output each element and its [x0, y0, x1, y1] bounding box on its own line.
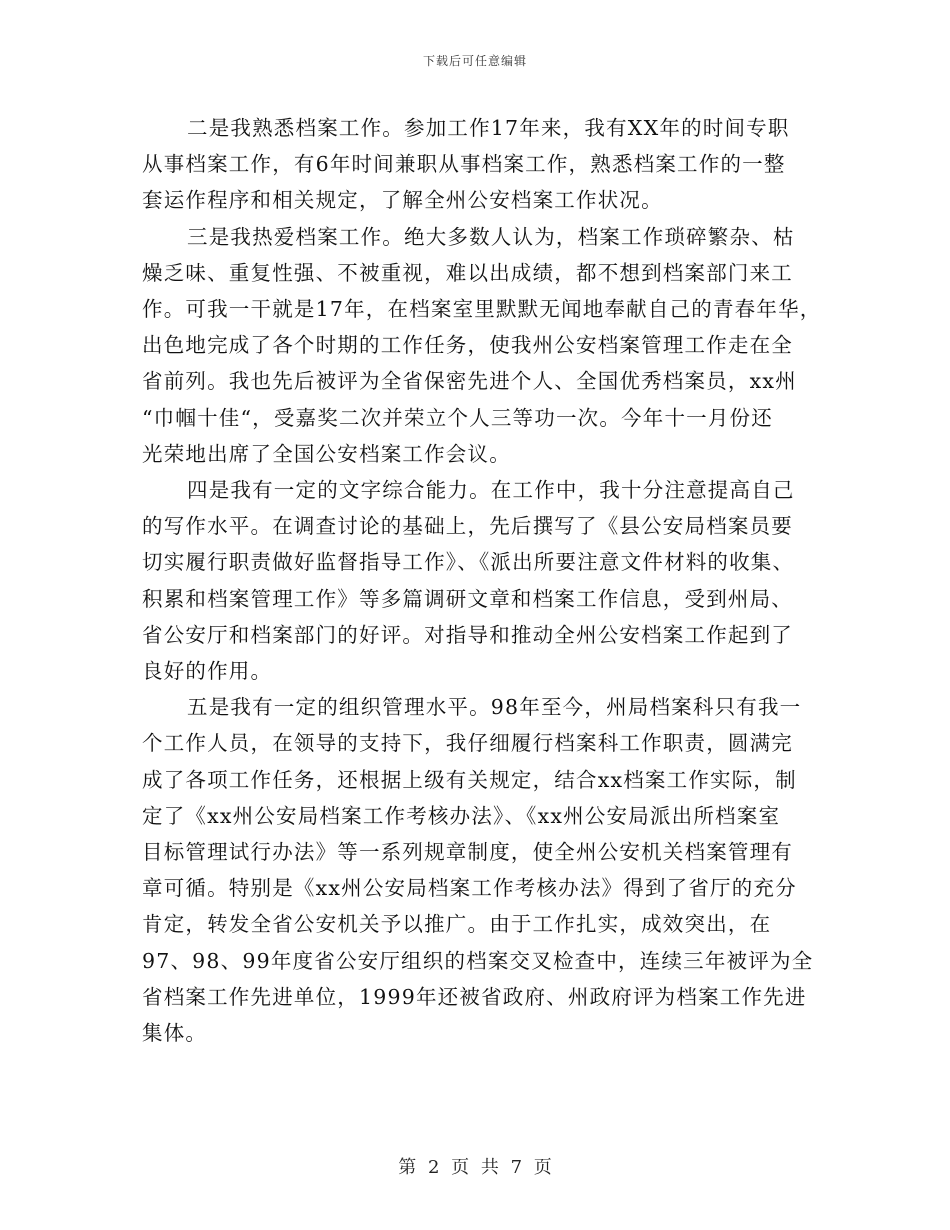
paragraph-line: 切实履行职责做好监督指导工作》、《派出所要注意文件材料的收集、 — [142, 550, 795, 575]
paragraph-familiar-with-archives — [142, 110, 822, 219]
page-number-footer: 第 2 页 共 7 页 — [398, 1157, 552, 1178]
paragraph-line: 三是我热爱档案工作。绝大多数人认为，档案工作琐碎繁杂、枯 — [187, 224, 795, 249]
paragraph-line: 光荣地出席了全国公安档案工作会议。 — [142, 441, 511, 466]
paragraph-writing-ability — [142, 472, 822, 689]
paragraph-line: 良好的作用。 — [142, 659, 273, 684]
paragraph-line: 成了各项工作任务，还根据上级有关规定，结合xx档案工作实际，制 — [142, 767, 797, 792]
paragraph-line: 积累和档案管理工作》等多篇调研文章和档案工作信息，受到州局、 — [142, 586, 793, 611]
paragraph-line: 省公安厅和档案部门的好评。对指导和推动全州公安档案工作起到了 — [142, 622, 793, 647]
paragraph-line: 出色地完成了各个时期的工作任务，使我州公安档案管理工作走在全 — [142, 333, 793, 358]
paragraph-line: 作。可我一干就是17年，在档案室里默默无闻地奉献自己的青春年华， — [142, 297, 822, 322]
paragraph-line: 个工作人员，在领导的支持下，我仔细履行档案科工作职责，圆满完 — [142, 731, 793, 756]
paragraph-line: 套运作程序和相关规定，了解全州公安档案工作状况。 — [142, 188, 663, 213]
paragraph-line: 从事档案工作，有6年时间兼职从事档案工作，熟悉档案工作的一整 — [142, 152, 786, 177]
paragraph-line: “巾帼十佳“，受嘉奖二次并荣立个人三等功一次。今年十一月份还 — [142, 405, 773, 430]
paragraph-love-archives — [142, 219, 822, 472]
paragraph-line: 目标管理试行办法》等一系列规章制度，使全州公安机关档案管理有 — [142, 840, 793, 865]
paragraph-line: 肯定，转发全省公安机关予以推广。由于工作扎实，成效突出，在 — [142, 912, 772, 937]
paragraph-line: 五是我有一定的组织管理水平。98年至今，州局档案科只有我一 — [187, 695, 802, 720]
paragraph-line: 二是我熟悉档案工作。参加工作17年来，我有XX年的时间专职 — [187, 116, 790, 140]
paragraph-line: 定了《xx州公安局档案工作考核办法》、《xx州公安局派出所档案室 — [142, 803, 781, 828]
paragraph-line: 章可循。特别是《xx州公安局档案工作考核办法》得到了省厅的充分 — [142, 876, 797, 901]
paragraph-line: 集体。 — [142, 1021, 208, 1046]
paragraph-line: 四是我有一定的文字综合能力。在工作中，我十分注意提高自己 — [187, 478, 795, 503]
document-body — [142, 110, 822, 1051]
paragraph-line: 省前列。我也先后被评为全省保密先进个人、全国优秀档案员，xx州 — [142, 369, 797, 394]
page-header: 下载后可任意编辑 — [422, 54, 527, 68]
paragraph-line: 的写作水平。在调查讨论的基础上，先后撰写了《县公安局档案员要 — [142, 514, 793, 539]
paragraph-line: 省档案工作先进单位，1999年还被省政府、州政府评为档案工作先进 — [142, 984, 807, 1009]
paragraph-management-ability — [142, 689, 822, 1051]
paragraph-line: 燥乏味、重复性强、不被重视，难以出成绩，都不想到档案部门来工 — [142, 260, 793, 285]
paragraph-line: 97、98、99年度省公安厅组织的档案交叉检查中，连续三年被评为全 — [142, 948, 814, 973]
